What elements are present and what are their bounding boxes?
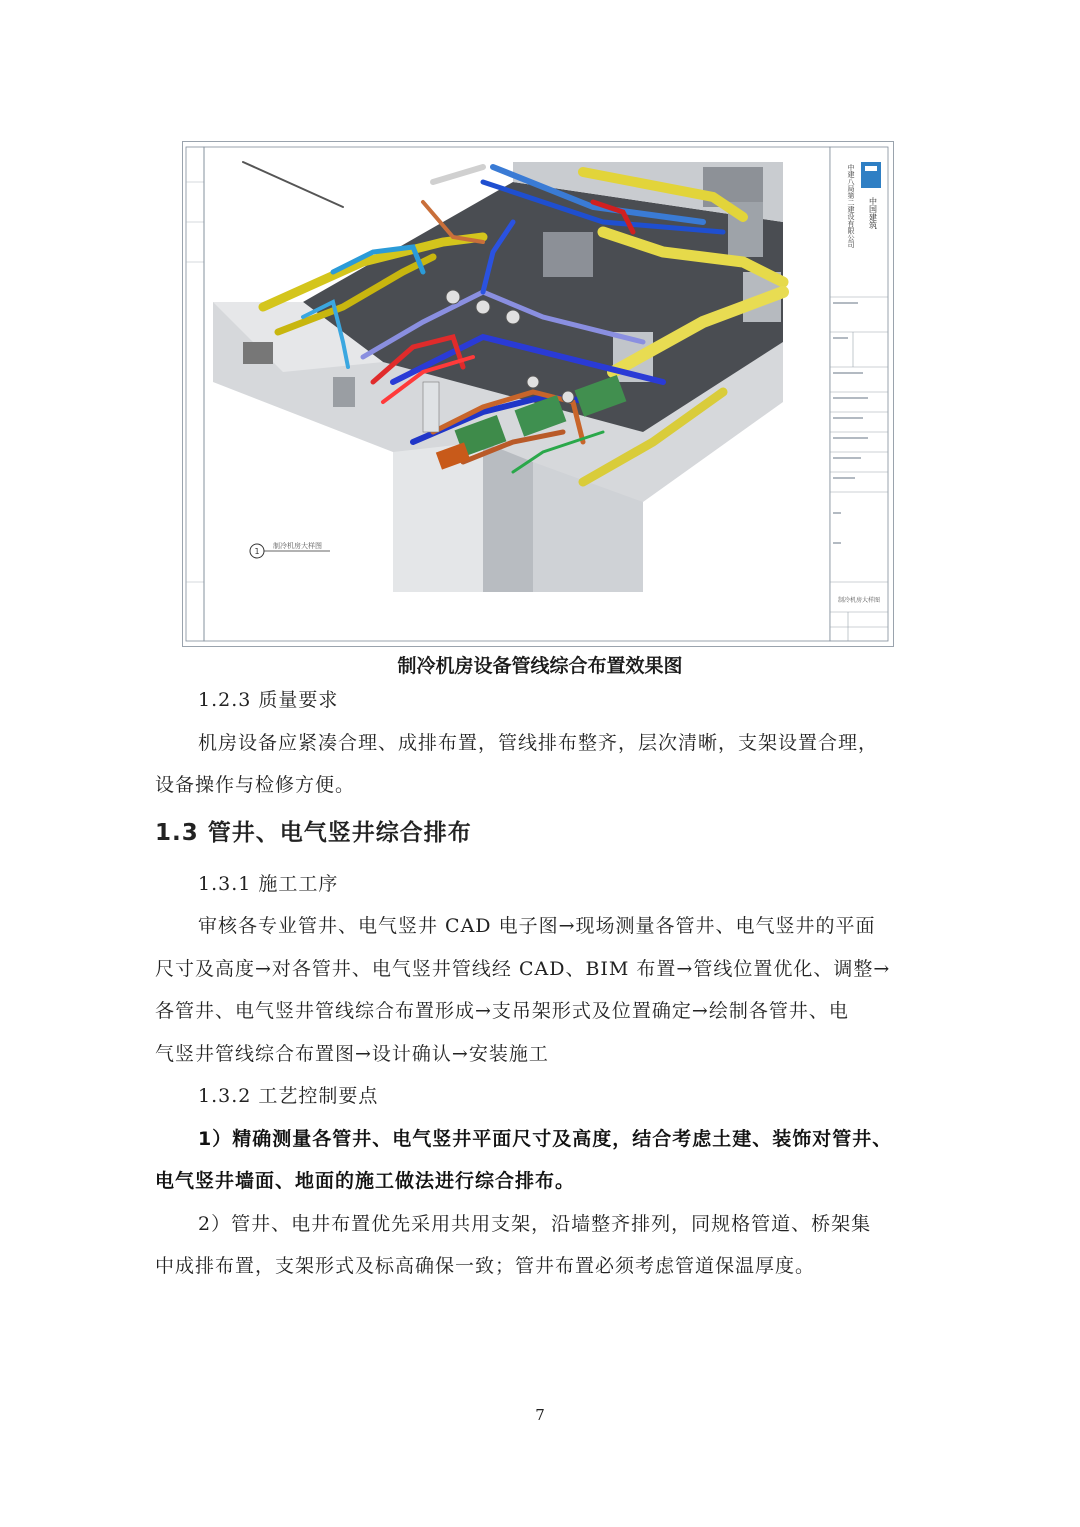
- paragraph-line: 气竖井管线综合布置图→设计确认→安装施工: [155, 1043, 549, 1065]
- list-item-1-line: 电气竖井墙面、地面的施工做法进行综合排布。: [155, 1170, 576, 1192]
- figure-caption: 制冷机房设备管线综合布置效果图: [397, 655, 683, 677]
- callout-label: 制冷机房大样图: [273, 542, 322, 550]
- drawing-name: 制冷机房大样图: [838, 597, 881, 604]
- paragraph-line: 审核各专业管井、电气竖井 CAD 电子图→现场测量各管井、电气竖井的平面: [198, 915, 876, 937]
- callout-number: 1: [254, 547, 260, 556]
- page-number: 7: [535, 1406, 545, 1424]
- company-logo: [861, 162, 881, 188]
- paragraph-line: 尺寸及高度→对各管井、电气竖井管线经 CAD、BIM 布置→管线位置优化、调整→: [155, 958, 891, 980]
- logo-text: 中国建筑: [868, 197, 878, 229]
- paragraph-line: 设备操作与检修方便。: [155, 774, 356, 796]
- company-name: 中建八局第二建设有限公司: [847, 164, 855, 248]
- list-item-1-line: 1）精确测量各管井、电气竖井平面尺寸及高度，结合考虑土建、装饰对管井、: [198, 1128, 893, 1150]
- list-item-2-line: 2）管井、电井布置优先采用共用支架，沿墙整齐排列，同规格管道、桥架集: [198, 1213, 872, 1235]
- section-1-3-heading: 1.3 管井、电气竖井综合排布: [155, 820, 472, 846]
- section-1-3-1-heading: 1.3.1 施工工序: [198, 873, 339, 895]
- list-item-2-line: 中成排布置，支架形式及标高确保一致；管井布置必须考虑管道保温厚度。: [155, 1255, 816, 1277]
- section-1-3-2-heading: 1.3.2 工艺控制要点: [198, 1085, 379, 1107]
- bim-drawing-sheet: [183, 142, 893, 646]
- paragraph-line: 各管井、电气竖井管线综合布置形成→支吊架形式及位置确定→绘制各管井、电: [155, 1000, 849, 1022]
- section-1-2-3-heading: 1.2.3 质量要求: [198, 689, 339, 711]
- paragraph-line: 机房设备应紧凑合理、成排布置，管线排布整齐，层次清晰，支架设置合理，: [198, 732, 879, 754]
- title-block: [830, 147, 888, 641]
- bim-rendering-figure: [182, 141, 894, 647]
